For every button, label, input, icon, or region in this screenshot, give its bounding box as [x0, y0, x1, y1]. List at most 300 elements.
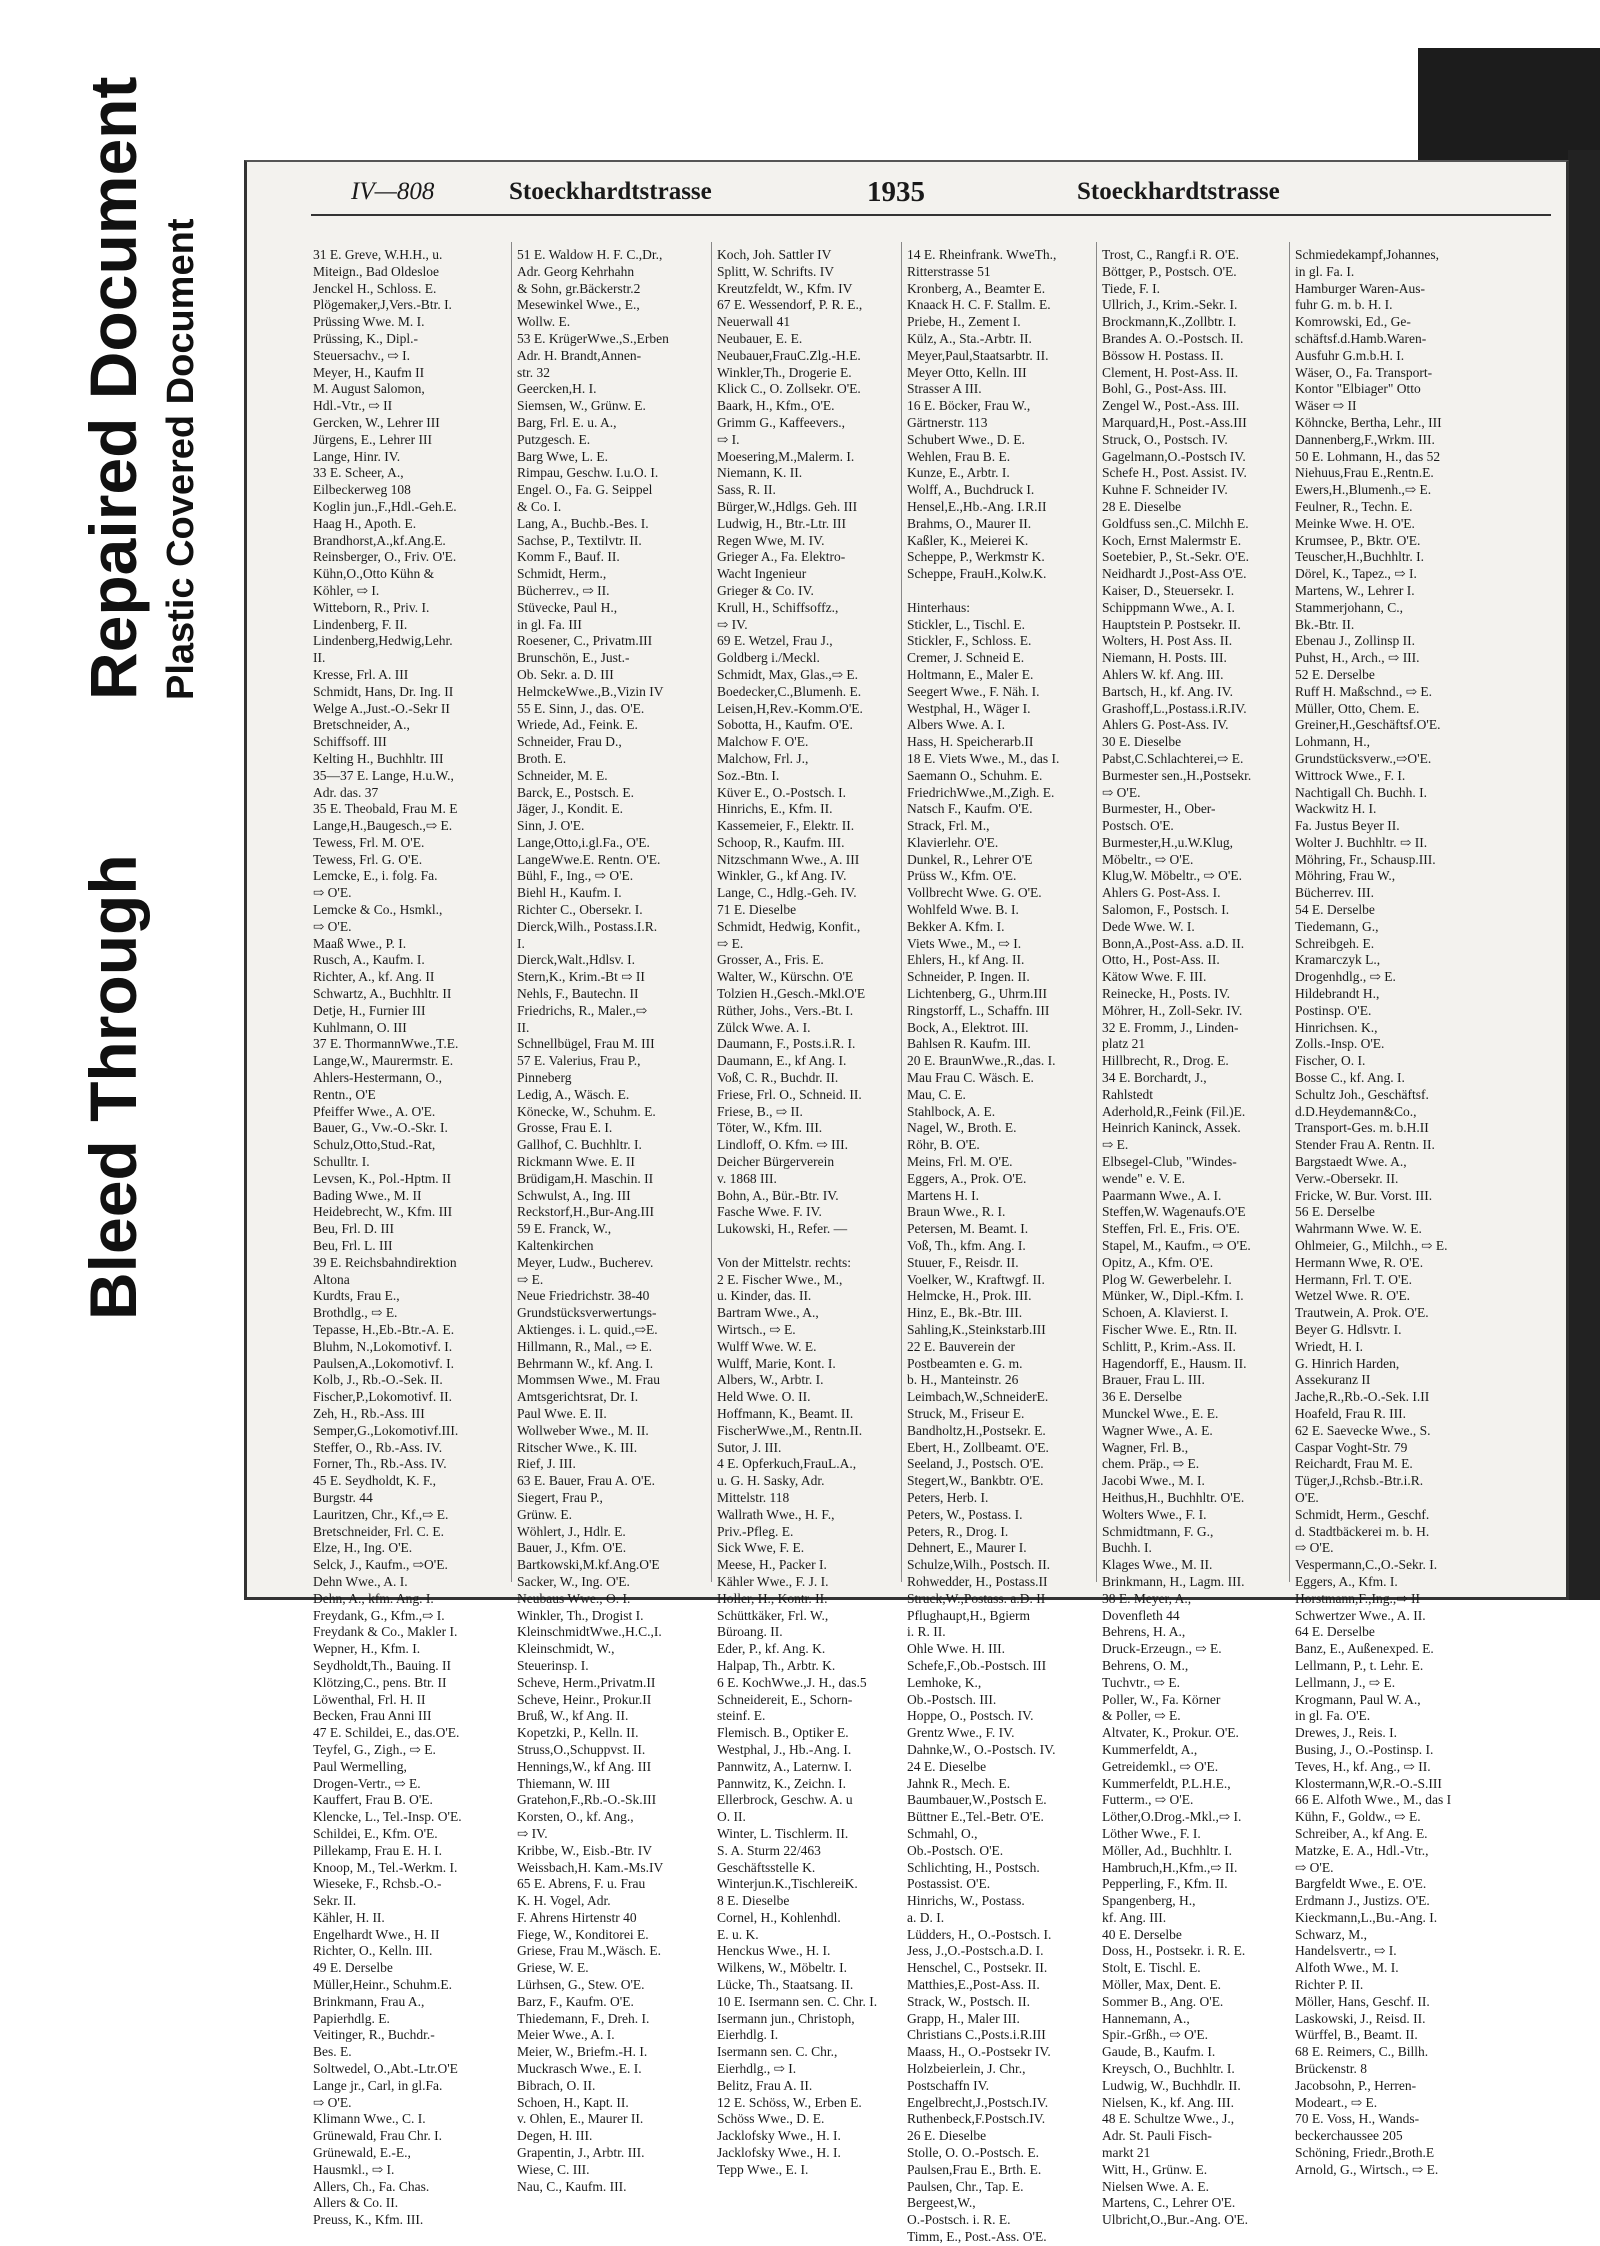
- directory-entry: Griese, W. E.: [517, 1960, 589, 1976]
- directory-entry: Neubauer,FrauC.Zlg.-H.E.: [717, 347, 861, 363]
- directory-entry: Fischer Wwe. E., Rtn. II.: [1102, 1322, 1238, 1337]
- directory-column-4: [907, 247, 1092, 2246]
- directory-entry: Lindloff, O. Kfm. ⇨ III.: [717, 1137, 849, 1153]
- directory-entry: Wollw. E.: [517, 314, 571, 330]
- directory-entry: Rusch, A., Kaufm. I.: [313, 952, 425, 968]
- directory-entry: Wacht Ingenieur: [717, 566, 807, 582]
- directory-entry: ⇨ O'E.: [313, 885, 352, 901]
- directory-entry: Schmidt, Max, Glas.,⇨ E.: [717, 666, 859, 682]
- directory-entry: Kummerfeldt, P.L.H.E.,: [1102, 1775, 1231, 1791]
- column-divider: [901, 242, 902, 1582]
- directory-entry: Soetebier, P., St.-Sekr. O'E.: [1102, 549, 1250, 565]
- directory-entry: Winterjun.K.,TischlereiK.: [717, 1876, 858, 1892]
- directory-entry: Schnellbügel, Frau M. III: [517, 1036, 655, 1052]
- directory-entry: str. 32: [517, 364, 551, 380]
- directory-entry: & Sohn, gr.Bäckerstr.2: [517, 280, 641, 296]
- directory-entry: Lang, A., Buchb.-Bes. I.: [517, 515, 649, 531]
- directory-entry: 10 E. Isermann sen. C. Chr. I.: [717, 1993, 878, 2009]
- directory-entry: Kähler Wwe., F. J. I.: [717, 1573, 829, 1589]
- directory-entry: 50 E. Lohmann, H., das 52: [1295, 448, 1441, 464]
- directory-entry: Lemcke, E., i. folg. Fa.: [313, 868, 438, 884]
- directory-entry: 52 E. Derselbe: [1295, 666, 1375, 682]
- directory-entry: 57 E. Valerius, Frau P.,: [517, 1053, 641, 1069]
- directory-entry: Lellmann, J., ⇨ E.: [1295, 1674, 1396, 1690]
- directory-entry: Adr. Georg Kehrhahn: [517, 263, 635, 279]
- directory-entry: Meyer, H., Kaufm II: [313, 364, 425, 380]
- directory-entry: F. Ahrens Hirtenstr 40: [517, 1909, 637, 1925]
- directory-entry: Töter, W., Kfm. III.: [717, 1120, 823, 1136]
- directory-entry: Modeart., ⇨ E.: [1295, 2094, 1378, 2110]
- directory-entry: Klostermann,W,R.-O.-S.III: [1295, 1775, 1442, 1791]
- directory-entry: Amtsgerichtsrat, Dr. I.: [517, 1389, 639, 1405]
- directory-entry: Zolls.-Insp. O'E.: [1295, 1036, 1385, 1052]
- directory-entry: Martens, W., Lehrer I.: [1295, 582, 1415, 598]
- year: 1935: [867, 176, 925, 208]
- directory-entry: Eggers, A., Prok. O'E.: [907, 1170, 1027, 1186]
- directory-entry: Goldberg i./Meckl.: [717, 650, 820, 666]
- directory-entry: Fasche Wwe. F. IV.: [717, 1204, 822, 1220]
- directory-entry: Löther Wwe., F. I.: [1102, 1825, 1201, 1841]
- directory-entry: Würffel, B., Beamt. II.: [1295, 2027, 1418, 2043]
- directory-entry: Geschäftsstelle K.: [717, 1859, 816, 1875]
- directory-entry: Möhring, Fr., Schausp.III.: [1295, 851, 1436, 867]
- directory-entry: Dehn Wwe., A. I.: [313, 1573, 408, 1589]
- directory-entry: Kaßler, K., Meierei K.: [907, 532, 1029, 548]
- directory-entry: Engelhardt Wwe., H. II: [313, 1926, 440, 1942]
- directory-entry: Banz, E., Außenexped. E.: [1295, 1641, 1434, 1657]
- directory-entry: Aktienges. i. L. quid.,⇨E.: [517, 1322, 658, 1337]
- directory-entry: Schmidt, Hedwig, Konfit.,: [717, 918, 861, 934]
- directory-entry: 35 E. Theobald, Frau M. E: [313, 801, 458, 817]
- directory-entry: Engelbrecht,J.,Postsch.IV.: [907, 2094, 1049, 2110]
- directory-entry: 71 E. Dieselbe: [717, 902, 797, 918]
- column-divider: [511, 242, 512, 1582]
- directory-entry: Paulsen,A.,Lokomotivf. I.: [313, 1355, 454, 1371]
- directory-entry: Barg, Frl. E. u. A.,: [517, 414, 617, 430]
- directory-entry: Prüssing, K., Dipl.-: [313, 330, 419, 346]
- directory-entry: Saemann O., Schuhm. E.: [907, 767, 1043, 783]
- directory-entry: Ludwig, H., Btr.-Ltr. III: [717, 515, 846, 531]
- directory-entry: Soz.-Btn. I.: [717, 767, 780, 783]
- directory-entry: chem. Präp., ⇨ E.: [1102, 1456, 1200, 1472]
- directory-entry: Drogen-Vertr., ⇨ E.: [313, 1775, 421, 1791]
- directory-entry: Kunze, E., Arbtr. I.: [907, 465, 1010, 481]
- directory-entry: Paul Wermelling,: [313, 1758, 407, 1774]
- directory-entry: Hagendorff, E., Hausm. II.: [1102, 1355, 1247, 1371]
- directory-entry: Spangenberg, H.,: [1102, 1893, 1196, 1909]
- directory-entry: Fischer, O. I.: [1295, 1053, 1366, 1069]
- directory-entry: Büroang. II.: [717, 1624, 783, 1640]
- directory-entry: Broth. E.: [517, 750, 567, 766]
- directory-entry: 37 E. ThormannWwe.,T.E.: [313, 1036, 459, 1052]
- directory-entry: Malchow, Frl. J.,: [717, 750, 809, 766]
- directory-entry: Peters, R., Drog. I.: [907, 1523, 1009, 1539]
- directory-entry: Mesewinkel Wwe., E.,: [517, 297, 640, 313]
- directory-entry: Brockmann,K.,Zollbtr. I.: [1102, 314, 1237, 330]
- directory-entry: Bohl, G., Post-Ass. III.: [1102, 381, 1227, 397]
- directory-entry: Jacobsohn, P., Herren-: [1295, 2077, 1417, 2093]
- directory-entry: Siegert, Frau P.,: [517, 1489, 603, 1505]
- page-header: [247, 178, 1572, 214]
- directory-entry: Welge A.,Just.-O.-Sekr II: [313, 700, 450, 716]
- directory-entry: Forner, Th., Rb.-Ass. IV.: [313, 1456, 447, 1472]
- directory-entry: ⇨ O'E.: [1295, 1859, 1334, 1875]
- directory-entry: 45 E. Seydholdt, K. F.,: [313, 1473, 437, 1489]
- directory-entry: Weissbach,H. Kam.-Ms.IV: [517, 1859, 664, 1875]
- directory-entry: Friese, B., ⇨ II.: [717, 1103, 803, 1119]
- directory-entry: Horstmann,F.,Ing.,⇨ II: [1295, 1590, 1420, 1606]
- directory-entry: Schildei, E., Kfm. O'E.: [313, 1825, 438, 1841]
- directory-entry: Ulbricht,O.,Bur.-Ang. O'E.: [1102, 2212, 1249, 2228]
- directory-entry: Nachtigall Ch. Buchh. I.: [1295, 784, 1427, 800]
- directory-entry: Held Wwe. O. II.: [717, 1389, 811, 1405]
- directory-entry: Tewess, Frl. G. O'E.: [313, 851, 423, 867]
- directory-entry: Nitzschmann Wwe., A. III: [717, 851, 860, 867]
- directory-entry: Eierhdlg., ⇨ I.: [717, 2061, 797, 2077]
- directory-entry: Kramarczyk L.,: [1295, 952, 1381, 968]
- directory-entry: Transport-Ges. m. b.H.II: [1295, 1120, 1429, 1136]
- directory-entry: Dede Wwe. W. I.: [1102, 918, 1195, 934]
- directory-entry: Westphal, H., Wäger I.: [907, 700, 1031, 716]
- directory-entry: Winkler, G., kf Ang. IV.: [717, 868, 847, 884]
- directory-entry: Heithus,H., Buchhltr. O'E.: [1102, 1489, 1245, 1505]
- directory-entry: Tewess, Frl. M. O'E.: [313, 834, 425, 850]
- directory-entry: Flemisch. B., Optiker E.: [717, 1725, 849, 1741]
- directory-entry: Bartram Wwe., A.,: [717, 1305, 819, 1321]
- directory-entry: II.: [313, 650, 326, 666]
- directory-entry: Wirtsch., ⇨ E.: [717, 1322, 796, 1337]
- directory-entry: Jenckel H., Schloss. E.: [313, 280, 437, 296]
- directory-entry: Becken, Frau Anni III: [313, 1708, 432, 1724]
- directory-entry: Trautwein, A. Prok. O'E.: [1295, 1305, 1429, 1321]
- directory-entry: Grieger & Co. IV.: [717, 582, 814, 598]
- directory-entry: Altona: [313, 1271, 350, 1287]
- directory-entry: Friedrichs, R., Maler.,⇨: [517, 1002, 648, 1018]
- directory-entry: 32 E. Fromm, J., Linden-: [1102, 1019, 1239, 1035]
- directory-entry: Kauffert, Frau B. O'E.: [313, 1792, 433, 1808]
- directory-entry: Schiffsoff. III: [313, 734, 387, 750]
- directory-entry: Wepner, H., Kfm. I.: [313, 1641, 421, 1657]
- directory-entry: Postinsp. O'E.: [1295, 1002, 1372, 1018]
- directory-entry: Tuchvtr., ⇨ E.: [1102, 1674, 1180, 1690]
- directory-entry: markt 21: [1102, 2145, 1151, 2161]
- directory-entry: Wolff, A., Buchdruck I.: [907, 482, 1035, 498]
- directory-entry: Hinrichs, E., Kfm. II.: [717, 801, 833, 817]
- directory-entry: Sick Wwe, F. E.: [717, 1540, 805, 1556]
- directory-entry: Kuhne F. Schneider IV.: [1102, 482, 1228, 498]
- directory-entry: Clement, H. Post-Ass. II.: [1102, 364, 1239, 380]
- directory-entry: Eilbeckerweg 108: [313, 482, 411, 498]
- directory-entry: Möller, Max, Dent. E.: [1102, 1977, 1222, 1993]
- directory-entry: Kronberg, A., Beamter E.: [907, 280, 1046, 296]
- directory-entry: Kuhlmann, O. III: [313, 1019, 407, 1035]
- directory-entry: Niemann, K. II.: [717, 465, 803, 481]
- directory-entry: Strack, Frl. M.,: [907, 818, 990, 834]
- directory-entry: Grundstücksverw.,⇨O'E.: [1295, 750, 1432, 766]
- directory-entry: Stegert,W., Bankbtr. O'E.: [907, 1473, 1044, 1489]
- directory-entry: Münker, W., Dipl.-Kfm. I.: [1102, 1288, 1244, 1304]
- directory-entry: Verw.-Obersekr. II.: [1295, 1170, 1399, 1186]
- directory-entry: in gl. Fa. I.: [1295, 263, 1355, 279]
- directory-entry: a. D. I.: [907, 1909, 945, 1925]
- directory-entry: Lange,Otto,i.gl.Fa., O'E.: [517, 834, 650, 850]
- directory-entry: Wäser, O., Fa. Transport-: [1295, 364, 1433, 380]
- directory-entry: Rahlstedt: [1102, 1086, 1153, 1102]
- directory-entry: Jahnk R., Mech. E.: [907, 1775, 1011, 1791]
- directory-entry: Sass, R. II.: [717, 482, 776, 498]
- directory-entry: 56 E. Derselbe: [1295, 1204, 1375, 1220]
- directory-entry: Hinrichsen. K.,: [1295, 1019, 1378, 1035]
- directory-entry: Klimann Wwe., C. I.: [313, 2111, 426, 2127]
- directory-entry: Elze, H., Ing. O'E.: [313, 1540, 413, 1556]
- directory-entry: Schneidereit, E., Schorn-: [717, 1691, 853, 1707]
- directory-entry: Schulze,Wilh., Postsch. II.: [907, 1557, 1051, 1573]
- directory-entry: Tolzien H.,Gesch.-Mkl.O'E: [717, 986, 866, 1002]
- directory-entry: Pabst,C.Schlachterei,⇨ E.: [1102, 750, 1244, 766]
- directory-entry: Schöning, Friedr.,Broth.E: [1295, 2145, 1435, 2161]
- directory-entry: Mommsen Wwe., M. Frau: [517, 1372, 660, 1388]
- directory-entry: Kleinschmidt, W.,: [517, 1641, 615, 1657]
- directory-entry: Bes. E.: [313, 2044, 352, 2060]
- directory-entry: Dunkel, R., Lehrer O'E: [907, 851, 1033, 867]
- directory-entry: Muckrasch Wwe., E. I.: [517, 2061, 642, 2077]
- directory-entry: Hillmann, R., Mal., ⇨ E.: [517, 1338, 653, 1354]
- directory-entry: 12 E. Schöss, W., Erben E.: [717, 2094, 862, 2110]
- directory-entry: Fischer,P.,Lokomotivf. II.: [313, 1389, 452, 1405]
- directory-entry: d.D.Heydemann&Co.,: [1295, 1103, 1417, 1119]
- directory-entry: Jäger, J., Kondit. E.: [517, 801, 623, 817]
- directory-entry: Adr. St. Pauli Fisch-: [1102, 2128, 1212, 2144]
- directory-entry: Wolters, H. Post Ass. II.: [1102, 633, 1233, 649]
- directory-entry: Lukowski, H., Refer. —: [717, 1221, 848, 1237]
- directory-entry: Hauptstein P. Postsekr. II.: [1102, 616, 1241, 632]
- directory-entry: Ullrich, J., Krim.-Sekr. I.: [1102, 297, 1238, 313]
- directory-entry: Holler, H., Kontr. II.: [717, 1590, 828, 1606]
- scan-border-right: [1568, 150, 1600, 1600]
- directory-entry: Niemann, H. Posts. III.: [1102, 650, 1227, 666]
- directory-entry: Eggers, A., Kfm. I.: [1295, 1573, 1398, 1589]
- directory-entry: Braun Wwe., R. I.: [907, 1204, 1006, 1220]
- directory-entry: u. G. H. Sasky, Adr.: [717, 1473, 825, 1489]
- directory-entry: Lücke, Th., Staatsang. II.: [717, 1977, 854, 1993]
- directory-entry: O. II.: [717, 1809, 746, 1825]
- directory-entry: Martens H. I.: [907, 1187, 979, 1203]
- directory-entry: Kieckmann,L.,Bu.-Ang. I.: [1295, 1909, 1438, 1925]
- directory-entry: 51 E. Waldow H. F. C.,Dr.,: [517, 247, 663, 262]
- directory-entry: Baark, H., Kfm., O'E.: [717, 398, 835, 414]
- directory-entry: Wulff, Marie, Kont. I.: [717, 1355, 836, 1371]
- directory-entry: Knoop, M., Tel.-Werkm. I.: [313, 1859, 458, 1875]
- directory-entry: Cornel, H., Kohlenhdl.: [717, 1909, 841, 1925]
- directory-entry: Detje, H., Furnier III: [313, 1002, 426, 1018]
- directory-entry: Klavierlehr. O'E.: [907, 834, 999, 850]
- directory-entry: Pepperling, F., Kfm. II.: [1102, 1876, 1228, 1892]
- directory-entry: Teves, H., kf. Ang., ⇨ II.: [1295, 1758, 1431, 1774]
- directory-entry: Bartkowski,M.kf.Ang.O'E: [517, 1557, 660, 1573]
- directory-entry: Pillekamp, Frau E. H. I.: [313, 1842, 442, 1858]
- directory-entry: Komrowski, Ed., Ge-: [1295, 314, 1411, 330]
- directory-entry: Stüvecke, Paul H.,: [517, 599, 618, 615]
- directory-entry: Steffen, Frl. E., Fris. O'E.: [1102, 1221, 1240, 1237]
- directory-entry: ⇨ I.: [717, 431, 740, 447]
- directory-entry: Pannwitz, K., Zeichn. I.: [717, 1775, 846, 1791]
- directory-entry: Drogenhdlg., ⇨ E.: [1295, 969, 1396, 985]
- directory-entry: Brinkmann, H., Lagm. III.: [1102, 1573, 1245, 1589]
- directory-entry: Klick C., O. Zollsekr. O'E.: [717, 381, 861, 397]
- directory-entry: Veitinger, R., Buchdr.-: [313, 2027, 435, 2043]
- directory-entry: Steffer, O., Rb.-Ass. IV.: [313, 1439, 443, 1455]
- directory-page: [244, 160, 1569, 2245]
- directory-entry: Stickler, F., Schloss. E.: [907, 633, 1032, 649]
- directory-entry: & Co. I.: [517, 498, 562, 514]
- directory-entry: Zengel W., Post.-Ass. III.: [1102, 398, 1240, 414]
- directory-entry: Ob.-Postsch. O'E.: [907, 1842, 1004, 1858]
- directory-entry: Müller, Otto, Chem. E.: [1295, 700, 1420, 716]
- directory-entry: Grapentin, J., Arbtr. III.: [517, 2145, 645, 2161]
- directory-entry: Krumsee, P., Bktr. O'E.: [1295, 532, 1421, 548]
- directory-entry: Soltwedel, O.,Abt.-Ltr.O'E: [313, 2061, 458, 2077]
- directory-entry: ⇨ IV.: [517, 1825, 548, 1841]
- directory-entry: Hambruch,H.,Kfm.,⇨ II.: [1102, 1859, 1238, 1875]
- directory-entry: u. Kinder, das. II.: [717, 1288, 812, 1304]
- directory-entry: Grimm G., Kaffeevers.,: [717, 414, 845, 430]
- directory-entry: Semper,G.,Lokomotivf.III.: [313, 1422, 459, 1438]
- directory-entry: Degen, H. III.: [517, 2128, 593, 2144]
- directory-entry: 70 E. Voss, H., Wands-: [1295, 2111, 1420, 2127]
- directory-entry: 4 E. Opferkuch,FrauL.A.,: [717, 1456, 857, 1472]
- directory-entry: Westphal, J., Hb.-Ang. I.: [717, 1741, 852, 1757]
- page-number: IV—808: [351, 178, 435, 205]
- directory-entry: Gaude, B., Kaufm. I.: [1102, 2044, 1216, 2060]
- directory-entry: Wollweber Wwe., M. II.: [517, 1422, 649, 1438]
- directory-entry: Röhr, B. O'E.: [907, 1137, 980, 1153]
- directory-entry: Schmidt, Herm., Geschf.: [1295, 1506, 1430, 1522]
- directory-entry: Ludwig, W., Buchhdlr. II.: [1102, 2077, 1241, 2093]
- directory-entry: Miteign., Bad Oldesloe: [313, 263, 439, 279]
- directory-entry: Wagner, Frl. B.,: [1102, 1439, 1189, 1455]
- directory-entry: Matthies,E.,Post-Ass. II.: [907, 1977, 1040, 1993]
- directory-entry: Kelting H., Buchhltr. III: [313, 750, 444, 766]
- directory-entry: 69 E. Wetzel, Frau J.,: [717, 633, 833, 649]
- directory-entry: Splitt, W. Schrifts. IV: [717, 263, 835, 279]
- directory-entry: Poller, W., Fa. Körner: [1102, 1691, 1221, 1707]
- directory-entry: Wöhlert, J., Hdlr. E.: [517, 1523, 626, 1539]
- directory-entry: Helmcke, H., Prok. III.: [907, 1288, 1032, 1304]
- directory-entry: O'E.: [1295, 1489, 1319, 1505]
- directory-entry: Kaiser, D., Steuersekr. I.: [1102, 582, 1235, 598]
- directory-entry: Behrens, O. M.,: [1102, 1657, 1189, 1673]
- directory-entry: Kribbe, W., Eisb.-Btr. IV: [517, 1842, 652, 1858]
- directory-entry: Vollbrecht Wwe. G. O'E.: [907, 885, 1042, 901]
- directory-entry: Goldfuss sen.,C. Milchh E.: [1102, 515, 1249, 531]
- directory-entry: Neue Friedrichstr. 38-40: [517, 1288, 650, 1304]
- directory-entry: Grünw. E.: [517, 1506, 572, 1522]
- directory-entry: Ellerbrock, Geschw. A. u: [717, 1792, 853, 1808]
- directory-entry: Marquard,H., Post.-Ass.III: [1102, 414, 1247, 430]
- directory-entry: Vespermann,C.,O.-Sekr. I.: [1295, 1557, 1438, 1573]
- directory-entry: Hass, H. Speicherarb.II: [907, 734, 1034, 750]
- directory-entry: Martens, C., Lehrer O'E.: [1102, 2195, 1236, 2211]
- directory-entry: Wallrath Wwe., H. F.,: [717, 1506, 835, 1522]
- directory-entry: Reckstorf,H.,Bur-Ang.III: [517, 1204, 654, 1220]
- directory-entry: Scheppe, P., Werkmstr K.: [907, 549, 1045, 565]
- directory-entry: Löwenthal, Frl. H. II: [313, 1691, 426, 1707]
- scan-border-top-right: [1418, 48, 1600, 160]
- directory-entry: Schubert Wwe., D. E.: [907, 431, 1025, 447]
- directory-entry: Ritterstrasse 51: [907, 263, 991, 279]
- column-divider: [1289, 242, 1290, 1582]
- directory-entry: I.: [517, 935, 525, 951]
- directory-entry: Kopetzki, P., Kelln. II.: [517, 1725, 639, 1741]
- directory-entry: Moesering,M.,Malerm. I.: [717, 448, 855, 464]
- directory-entry: LangeWwe.E. Rentn. O'E.: [517, 851, 661, 867]
- directory-entry: Teyfel, G., Zigh., ⇨ E.: [313, 1741, 436, 1757]
- directory-entry: Seeland, J., Postsch. O'E.: [907, 1456, 1044, 1472]
- directory-entry: Meyer Otto, Kelln. III: [907, 364, 1027, 380]
- directory-entry: ⇨ O'E.: [313, 2094, 352, 2110]
- directory-entry: Schreiber, A., kf Ang. E.: [1295, 1825, 1428, 1841]
- column-divider: [711, 242, 712, 1582]
- directory-entry: Köhncke, Bertha, Lehr., III: [1295, 414, 1442, 430]
- directory-entry: Christians C.,Posts.i.R.III: [907, 2027, 1046, 2043]
- directory-entry: Niehuus,Frau E.,Rentn.E.: [1295, 465, 1434, 481]
- directory-entry: Zülck Wwe. A. I.: [717, 1019, 811, 1035]
- directory-entry: Komm F., Bauf. II.: [517, 549, 620, 565]
- directory-entry: fuhr G. m. b. H. I.: [1295, 297, 1393, 313]
- directory-entry: 26 E. Dieselbe: [907, 2128, 987, 2144]
- directory-entry: Stickler, L., Tischl. E.: [907, 616, 1025, 632]
- directory-entry: i. R. II.: [907, 1624, 946, 1640]
- directory-entry: Wolter J. Buchhltr. ⇨ II.: [1295, 834, 1428, 850]
- directory-entry: Bretschneider, Frl. C. E.: [313, 1523, 445, 1539]
- directory-entry: Von der Mittelstr. rechts:: [717, 1254, 851, 1270]
- directory-entry: Engel. O., Fa. G. Seippel: [517, 482, 653, 498]
- directory-entry: Nehls, F., Bautechn. II: [517, 986, 639, 1002]
- directory-entry: Assekuranz II: [1295, 1372, 1371, 1388]
- directory-entry: Brinkmann, Frau A.,: [313, 1993, 425, 2009]
- directory-entry: Schulz,Otto,Stud.-Rat,: [313, 1137, 436, 1153]
- directory-entry: Meese, H., Packer I.: [717, 1557, 827, 1573]
- directory-entry: Neubauer, E. E.: [717, 330, 803, 346]
- directory-entry: Dehn, A., kfm. Ang. I.: [313, 1590, 434, 1606]
- directory-entry: Griese, Frau M.,Wäsch. E.: [517, 1943, 661, 1959]
- directory-entry: Wolters Wwe., F. I.: [1102, 1506, 1207, 1522]
- label-bleed-through: Bleed Through: [76, 854, 150, 1320]
- directory-entry: 31 E. Greve, W.H.H., u.: [313, 247, 443, 262]
- directory-entry: Wiese, C. III.: [517, 2161, 590, 2177]
- directory-entry: FischerWwe.,M., Rentn.II.: [717, 1422, 863, 1438]
- directory-entry: FriedrichWwe.,M.,Zigh. E.: [907, 784, 1055, 800]
- directory-entry: Möbeltr., ⇨ O'E.: [1102, 851, 1194, 867]
- directory-entry: beckerchaussee 205: [1295, 2128, 1403, 2144]
- directory-entry: 68 E. Reimers, C., Billh.: [1295, 2044, 1429, 2060]
- directory-entry: Rief, J. III.: [517, 1456, 576, 1472]
- directory-entry: Neuerwall 41: [717, 314, 791, 330]
- directory-entry: Leimbach,W.,SchneiderE.: [907, 1389, 1049, 1405]
- directory-column-6: [1295, 247, 1495, 2179]
- directory-entry: Lindenberg,Hedwig,Lehr.: [313, 633, 453, 649]
- directory-entry: 49 E. Derselbe: [313, 1960, 393, 1976]
- directory-column-2: [517, 247, 707, 2195]
- directory-entry: Druck-Erzeugn., ⇨ E.: [1102, 1641, 1222, 1657]
- directory-entry: Klages Wwe., M. II.: [1102, 1557, 1213, 1573]
- directory-entry: Hinz, E., Bk.-Btr. III.: [907, 1305, 1023, 1321]
- directory-entry: ⇨ O'E.: [1102, 784, 1141, 800]
- label-plastic: Plastic Covered Document: [160, 218, 202, 700]
- directory-entry: 33 E. Scheer, A.,: [313, 465, 404, 481]
- directory-entry: Thiedemann, F., Dreh. I.: [517, 2010, 650, 2026]
- directory-entry: Eierhdlg. I.: [717, 2027, 779, 2043]
